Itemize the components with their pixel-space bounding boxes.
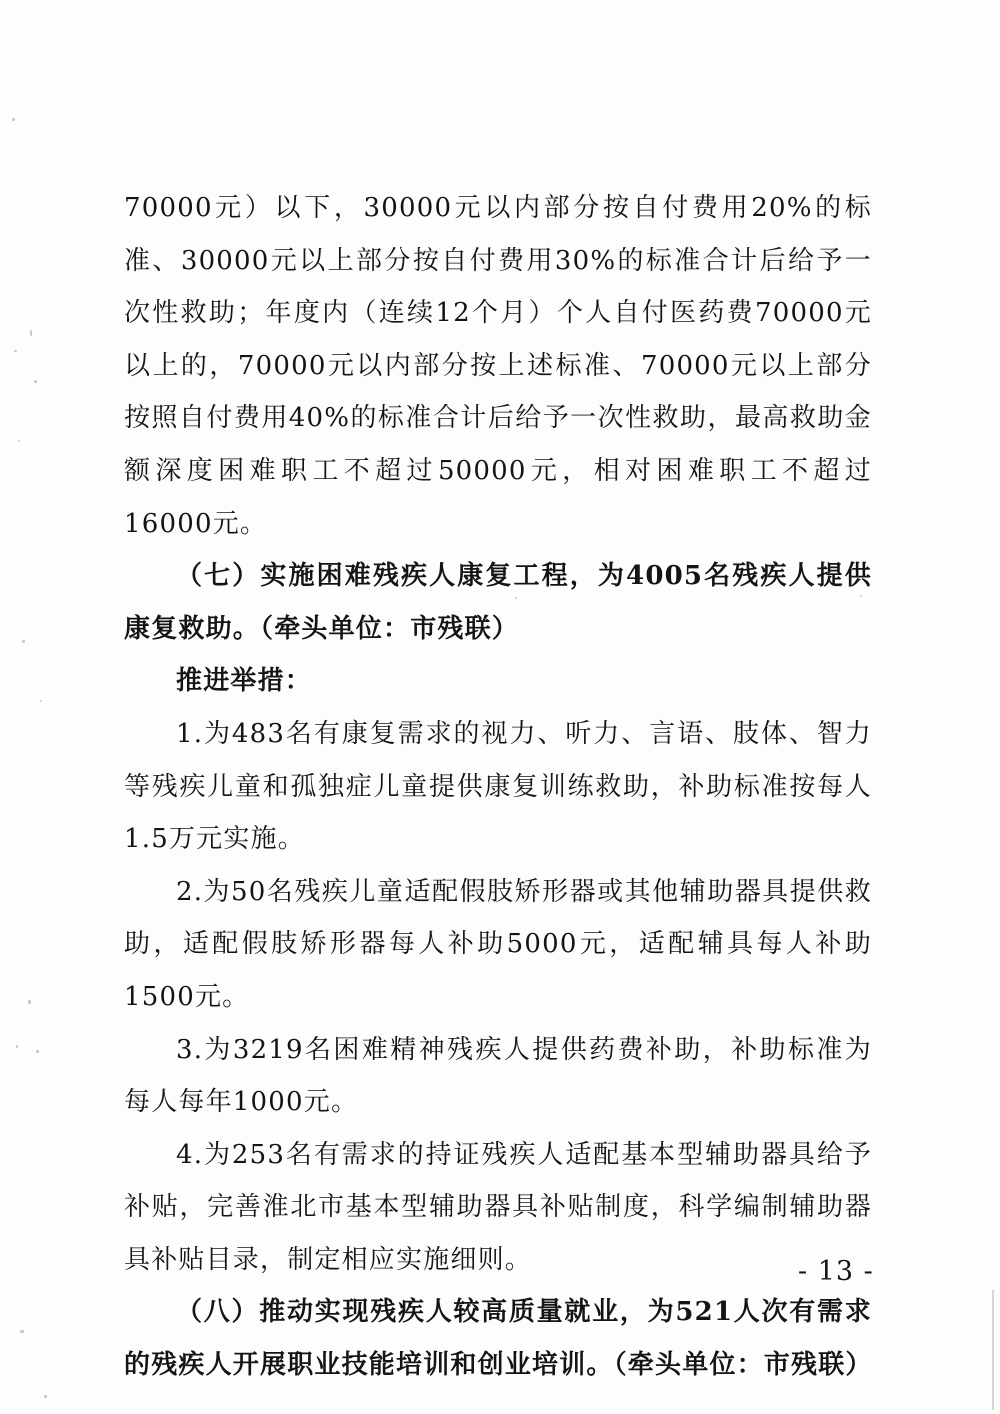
scan-speck [860, 595, 862, 597]
scan-speck [20, 1330, 24, 1333]
scan-speck [12, 118, 15, 121]
measures-heading: 推进举措： [176, 666, 313, 697]
measure-item-4: 4.为253名有需求的持证残疾人适配基本型辅助器具给予补贴，完善淮北市基本型辅助器具补贴制度，科学编制辅助器具补贴目录，制定相应实施细则。 [124, 1139, 872, 1275]
scan-speck [28, 1000, 31, 1004]
section-heading-7: （七）实施困难残疾人康复工程，为4005名残疾人提供康复救助。（牵头单位：市残联） [124, 561, 872, 644]
scan-speck [18, 440, 20, 442]
measure-item-1: 1.为483名有康复需求的视力、听力、言语、肢体、智力等残疾儿童和孤独症儿童提供康复训练救助，补助标准按每人1.5万元实施。 [124, 718, 872, 855]
measure-item-2: 2.为50名残疾儿童适配假肢矫形器或其他辅助器具提供救助，适配假肢矫形器每人补助5000元，适配辅具每人补助1500元。 [124, 876, 872, 1012]
document-body [124, 182, 872, 1392]
scan-edge-line [992, 1290, 994, 1410]
scan-speck [30, 330, 32, 336]
measure-item-3: 3.为3219名困难精神残疾人提供药费补助，补助标准为每人每年1000元。 [124, 1034, 872, 1118]
section-heading-8: （八）推动实现残疾人较高质量就业，为521人次有需求的残疾人开展职业技能培训和创业培训。（牵头单位：市残联） [124, 1297, 873, 1381]
scan-speck [34, 380, 37, 383]
scan-speck [36, 1050, 39, 1053]
scan-speck [44, 1395, 47, 1398]
paragraph-continued-relief-standard: 70000元）以下，30000元以内部分按自付费用20%的标准、30000元以上部分按自付费用30%的标准合计后给予一次性救助；年度内（连续12个月）个人自付医药费70000元以上的，70000元以内部分按上述标准、70000元以上部分按照自付费用40%的标准合计后给予一次性救助，最高救助金额深度困难职工不超过50000元，相对困难职工不超过16000元。 [124, 193, 872, 539]
scan-speck [515, 597, 517, 599]
scan-speck [40, 700, 42, 702]
scan-speck [14, 350, 17, 352]
scan-speck [16, 1045, 18, 1048]
scan-speck [22, 640, 25, 643]
page-number: - 13 - [798, 1256, 874, 1287]
